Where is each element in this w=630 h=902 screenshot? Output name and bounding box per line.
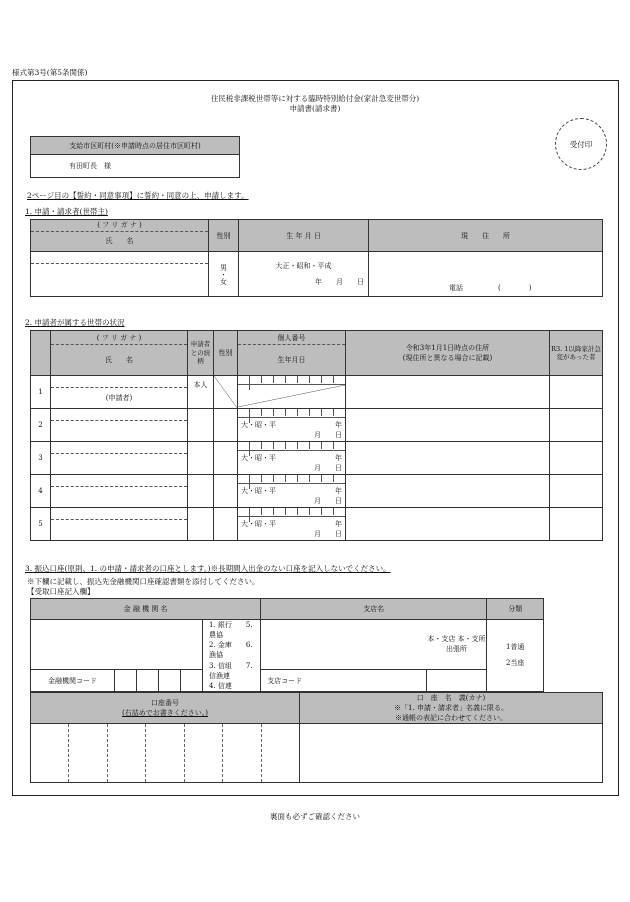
household-row — [31, 376, 603, 409]
branch-type-options[interactable]: 本・支店 本・支所 出張所 — [427, 620, 487, 670]
household-row — [31, 475, 603, 508]
hh-furigana-label: ( フ リ ガ ナ ) — [51, 332, 187, 345]
member-mynumber-dob-cell[interactable] — [238, 409, 346, 442]
branch-code-label: 支店コード — [261, 670, 427, 692]
era-options: 大・昭・平 — [241, 520, 276, 528]
relation-header: 申請者との続柄 — [188, 331, 214, 376]
row-number: 3 — [31, 442, 51, 475]
member-address-cell[interactable] — [346, 442, 550, 475]
row-number: 5 — [31, 508, 51, 541]
year-label: 年 — [335, 487, 342, 495]
hh-name-label: 氏 名 — [105, 355, 133, 364]
reception-stamp: 受付印 — [555, 118, 607, 170]
account-number-header — [31, 693, 300, 724]
applicant-dob-cell[interactable] — [239, 252, 369, 297]
member-address-cell[interactable] — [346, 409, 550, 442]
relation-cell[interactable] — [188, 409, 214, 442]
dob-header: 生 年 月 日 — [239, 220, 369, 252]
branch-code-digits[interactable] — [427, 670, 487, 692]
member-name-cell[interactable] — [51, 376, 188, 409]
holder-note-2: ※通帳の表記に合わせてください。 — [395, 714, 507, 722]
year-label: 年 — [335, 454, 342, 462]
addr-header-1: 令和3年1月1日時点の住所 — [405, 344, 490, 352]
household-row — [31, 508, 603, 541]
bank-code-digit[interactable] — [181, 670, 203, 692]
addr-header — [346, 331, 550, 376]
member-sex-cell[interactable] — [214, 508, 238, 541]
era-options: 大・昭・平 — [241, 454, 276, 462]
section2-title: 2. 申請者が属する世帯の状況 — [25, 318, 125, 327]
household-name-header — [51, 331, 188, 376]
member-mynumber-dob-cell[interactable] — [238, 442, 346, 475]
section3-note: ※下欄に記載し、振込先金融機関口座確認書類を添付してください。 — [27, 577, 260, 586]
member-r3-cell[interactable] — [550, 376, 603, 409]
household-row — [31, 442, 603, 475]
relation-cell[interactable] — [188, 442, 214, 475]
member-address-cell[interactable] — [346, 376, 550, 409]
account-number-note: (右詰めでお書きください。) — [122, 709, 208, 717]
row-number: 1 — [31, 376, 51, 409]
holder-header — [300, 693, 603, 724]
bank-code-digit[interactable] — [159, 670, 181, 692]
era-options: 大正・昭和・平成 — [275, 262, 332, 270]
address-header: 現 住 所 — [369, 220, 603, 252]
member-sex-cell[interactable] — [214, 409, 238, 442]
month-day-label: 月 日 — [314, 464, 342, 472]
mynumber-label: 個人番号 — [238, 332, 345, 345]
hh-dob-label: 生年月日 — [277, 355, 306, 364]
holder-label: 口 座 名 義(カナ) — [416, 694, 486, 702]
member-address-cell[interactable] — [346, 475, 550, 508]
month-day-label: 月 日 — [314, 497, 342, 505]
section1-title: 1. 申請・請求者(世帯主) — [25, 207, 108, 216]
form-title: 住民税非課税世帯等に対する臨時特別給付金(家計急変世帯分) — [210, 94, 420, 103]
relation-cell[interactable] — [188, 475, 214, 508]
member-address-cell[interactable] — [346, 508, 550, 541]
form-number: 様式第3号(第5条関係) — [12, 68, 88, 77]
type-header: 分類 — [487, 599, 544, 620]
bank-name-header: 金 融 機 関 名 — [31, 599, 261, 620]
applicant-name-cell[interactable] — [31, 252, 209, 297]
member-mynumber-dob-cell[interactable] — [238, 376, 346, 409]
section3-title: 3. 振込口座(原則、1. の申請・請求者の口座とします。)※長期間入出金のない口座を記入しないでください。 — [25, 564, 391, 573]
year-label: 年 — [335, 421, 342, 429]
bank-code-digit[interactable] — [115, 670, 137, 692]
hh-sex-header: 性別 — [214, 331, 238, 376]
branch-header: 支店名 — [261, 599, 487, 620]
sex-header: 性別 — [209, 220, 239, 252]
relation-cell[interactable] — [188, 508, 214, 541]
month-day-label: 月 日 — [314, 530, 342, 538]
member-mynumber-dob-cell[interactable] — [238, 475, 346, 508]
year-label: 年 — [335, 520, 342, 528]
applicant-name-header — [31, 220, 209, 252]
account-number-label: 口座番号 — [151, 699, 179, 707]
bank-name-cell[interactable] — [31, 620, 203, 670]
row-number: 2 — [31, 409, 51, 442]
applicant-marker: (申請者) — [105, 394, 133, 402]
member-r3-cell[interactable] — [550, 409, 603, 442]
member-name-cell[interactable] — [51, 409, 188, 442]
r3-header: R3. 1以降家計急変があった者 — [550, 331, 603, 376]
member-name-cell[interactable] — [51, 442, 188, 475]
account-table — [30, 692, 603, 783]
holder-name-cell[interactable] — [300, 724, 603, 783]
member-sex-cell[interactable] — [214, 376, 238, 409]
relation-cell: 本人 — [188, 376, 214, 409]
applicant-table — [30, 219, 603, 297]
era-options: 大・昭・平 — [241, 421, 276, 429]
municipality-header: 支給市区町村(※申請時点の居住市区町村) — [31, 137, 240, 155]
era-options: 大・昭・平 — [241, 487, 276, 495]
bank-code-label: 金融機関コード — [31, 670, 115, 692]
footer-note: 裏面も必ずご確認ください — [270, 812, 360, 821]
member-name-cell[interactable] — [51, 508, 188, 541]
holder-note-1: ※「1. 申請・請求者」名義に限る。 — [394, 704, 508, 712]
dob-ymd: 年 月 日 — [315, 278, 364, 286]
municipality-box — [30, 136, 240, 178]
member-r3-cell[interactable] — [550, 442, 603, 475]
applicant-sex-cell[interactable]: 男・女 — [209, 252, 239, 297]
account-type-options[interactable]: 1普通 2当座 — [487, 620, 544, 692]
member-r3-cell[interactable] — [550, 475, 603, 508]
addr-header-2: (現住所と異なる場合に記載) — [402, 354, 493, 362]
applicant-address-cell[interactable]: 電話 ( ) — [369, 252, 603, 297]
consent-notice: 2ページ目の【誓約・同意事項】に誓約・同意の上、申請します。 — [27, 191, 249, 200]
account-label: 【受取口座記入欄】 — [27, 587, 95, 596]
form-subtitle: 申請書(請求書) — [289, 104, 341, 113]
furigana-label: ( フ リ ガ ナ ) — [31, 220, 208, 232]
account-number-cell[interactable] — [31, 724, 300, 783]
member-r3-cell[interactable] — [550, 508, 603, 541]
household-row — [31, 409, 603, 442]
branch-name-cell[interactable] — [261, 620, 427, 670]
row-number: 4 — [31, 475, 51, 508]
bank-code-digit[interactable] — [137, 670, 159, 692]
member-sex-cell[interactable] — [214, 475, 238, 508]
member-mynumber-dob-cell[interactable] — [238, 508, 346, 541]
member-sex-cell[interactable] — [214, 442, 238, 475]
month-day-label: 月 日 — [314, 431, 342, 439]
municipality-value[interactable]: 有田町長 様 — [31, 155, 240, 178]
bank-table — [30, 598, 544, 692]
member-name-cell[interactable] — [51, 475, 188, 508]
mynumber-header — [238, 331, 346, 376]
bank-type-options[interactable]: 1. 銀行 5. 農協 2. 金庫 6. 漁協 3. 信組 7. 信漁連 4. 信連 — [203, 620, 261, 692]
name-label: 氏 名 — [105, 237, 134, 245]
household-table — [30, 330, 603, 541]
